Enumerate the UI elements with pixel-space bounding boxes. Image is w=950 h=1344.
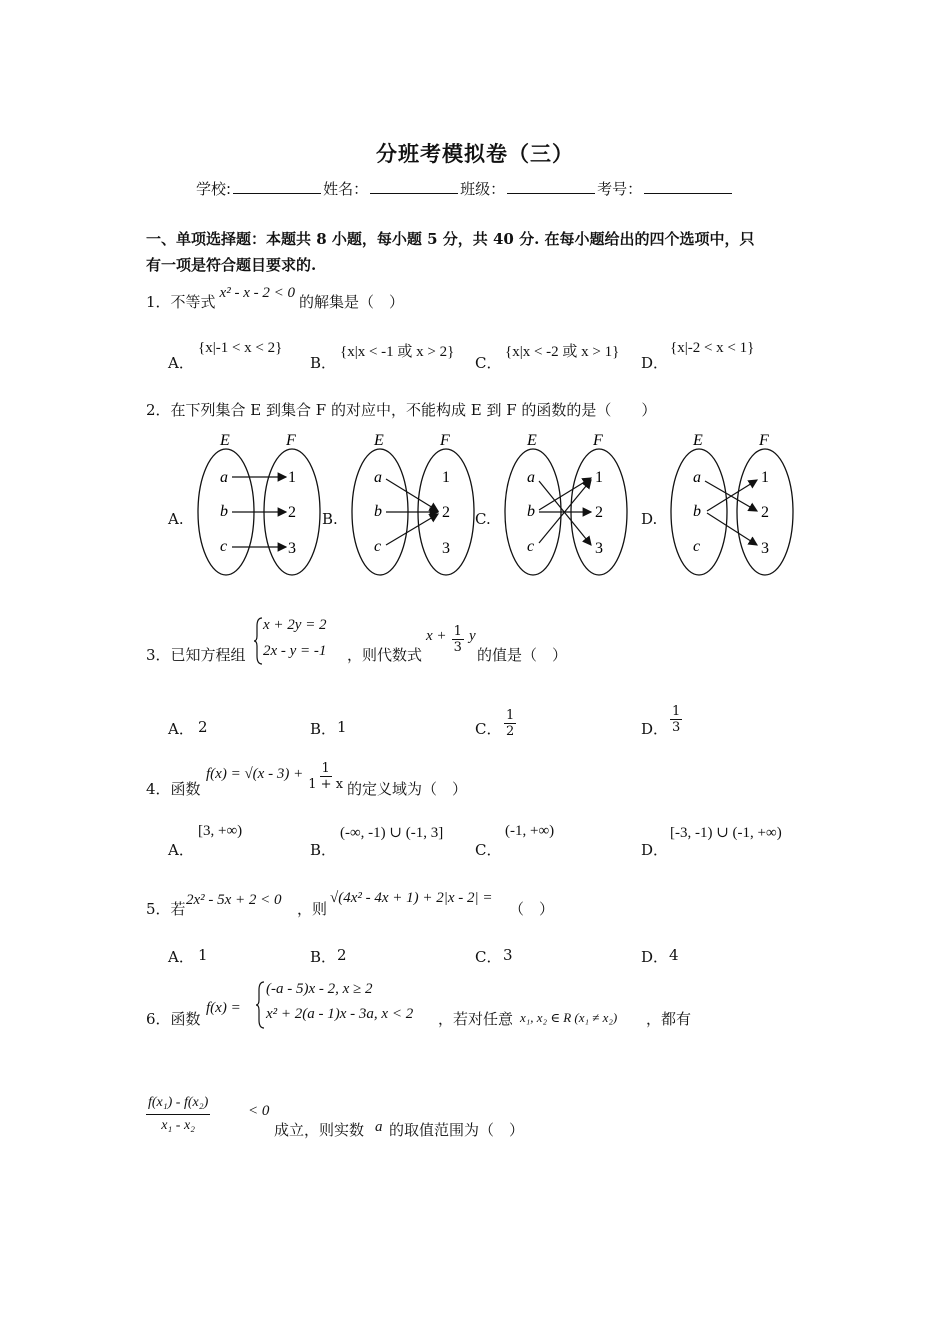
q2-diagram-d	[663, 425, 803, 580]
q4-option-d-label[interactable]: D．	[641, 841, 669, 859]
q3-number: 3．已知方程组	[146, 646, 246, 664]
q5-option-a-text: 1	[198, 946, 208, 964]
q3-option-a-text: 2	[198, 718, 208, 736]
section-heading-line1: 一、单项选择题：本题共 8 小题，每小题 5 分，共 40 分. 在每小题给出的四个选项中，只	[146, 230, 755, 248]
q3-option-c-label[interactable]: C．	[475, 720, 502, 738]
elem-1: 1	[761, 469, 769, 486]
q4-number: 4．函数	[146, 780, 201, 798]
q3-option-c-den: 2	[506, 724, 515, 739]
elem-c: c	[527, 538, 535, 555]
q4-option-b-text: (-∞, -1) ∪ (-1, 3]	[340, 825, 444, 841]
q5-number: 5．若	[146, 900, 186, 918]
q1-option-c-label[interactable]: C．	[475, 354, 502, 372]
q1-option-b-label[interactable]: B．	[310, 354, 337, 372]
set-f-label: F	[440, 432, 450, 449]
elem-2: 2	[761, 504, 769, 521]
elem-3: 3	[442, 540, 450, 557]
elem-1: 1	[442, 469, 450, 486]
q6-tail: ，都有	[646, 1010, 692, 1028]
q3-option-a-label[interactable]: A．	[168, 720, 194, 738]
q6-case-2: x² + 2(a - 1)x - 3a, x < 2	[266, 1006, 414, 1022]
q4-option-a-label[interactable]: A．	[168, 841, 194, 859]
q5-expression: √(4x² - 4x + 1) + 2|x - 2| =	[330, 890, 493, 906]
q3-expression	[426, 624, 476, 655]
q5-option-d-label[interactable]: D．	[641, 948, 669, 966]
school-blank[interactable]	[233, 179, 321, 194]
q5-option-b-label[interactable]: B．	[310, 948, 337, 966]
arrow-b-3	[707, 513, 757, 545]
elem-3: 3	[761, 540, 769, 557]
q6-variable: a	[375, 1119, 383, 1135]
q2-diagram-a	[190, 425, 330, 580]
q1-option-d-label[interactable]: D．	[641, 354, 669, 372]
q4-tail: 的定义域为（ ）	[347, 780, 468, 798]
class-label: 班级：	[460, 180, 506, 198]
q1-tail: 的解集是（ ）	[298, 293, 404, 311]
q3-equation-2: 2x - y = -1	[263, 643, 327, 659]
q3-mid-text: ，则代数式	[347, 646, 423, 664]
q5-condition: 2x² - 5x + 2 < 0	[186, 892, 282, 908]
q6-ineq-den: x₁ - x₂	[161, 1118, 196, 1133]
elem-1: 1	[595, 469, 603, 486]
page-title: 分班考模拟卷（三）	[376, 141, 574, 166]
q6-lhs: f(x) =	[206, 1000, 241, 1016]
q3-option-d-num: 1	[672, 704, 681, 719]
elem-2: 2	[442, 504, 450, 521]
set-e-label: E	[527, 432, 537, 449]
elem-c: c	[374, 538, 382, 555]
school-label: 学校:	[196, 180, 232, 198]
q5-option-a-label[interactable]: A．	[168, 948, 194, 966]
q2-option-a-label[interactable]: A.	[168, 510, 184, 528]
q6-tail2: 成立，则实数	[274, 1121, 365, 1139]
elem-a: a	[693, 469, 701, 486]
set-f-label: F	[593, 432, 603, 449]
arrow-a-3	[539, 481, 591, 545]
section-heading-line2: 有一项是符合题目要求的.	[146, 256, 317, 274]
elem-1: 1	[288, 469, 296, 486]
q1-expression: x² - x - 2 < 0	[219, 285, 295, 301]
exam-no-label: 考号：	[597, 180, 643, 198]
q4-option-c-label[interactable]: C．	[475, 841, 502, 859]
q5-option-b-text: 2	[337, 946, 347, 964]
exam-no-blank[interactable]	[644, 179, 732, 194]
q3-option-b-text: 1	[337, 718, 347, 736]
q4-option-b-label[interactable]: B．	[310, 841, 337, 859]
q3-option-d-label[interactable]: D．	[641, 720, 669, 738]
elem-c: c	[220, 538, 228, 555]
q2-option-d-label[interactable]: D.	[641, 510, 658, 528]
set-e-label: E	[220, 432, 230, 449]
q6-number: 6．函数	[146, 1010, 201, 1028]
q3-frac-den: 3	[453, 640, 462, 655]
q6-piecewise-brace	[256, 980, 266, 1030]
elem-3: 3	[288, 540, 296, 557]
q3-frac-num: 1	[453, 624, 462, 639]
q3-expr-b: y	[469, 628, 476, 644]
q3-tail: 的值是（ ）	[477, 646, 568, 664]
q5-option-c-text: 3	[503, 946, 513, 964]
set-e-label: E	[374, 432, 384, 449]
q1-number: 1．不等式	[146, 293, 216, 311]
q4-expression	[206, 761, 343, 792]
q3-option-c-fraction	[504, 708, 516, 739]
q3-option-d-den: 3	[672, 720, 681, 735]
q4-option-d-text: [-3, -1) ∪ (-1, +∞)	[670, 825, 782, 841]
set-e-label: E	[693, 432, 703, 449]
q5-mid-text: ，则	[297, 900, 328, 918]
set-f-label: F	[759, 432, 769, 449]
q3-expr-a: x +	[426, 628, 447, 644]
q1-stem	[146, 285, 404, 312]
q3-option-c-num: 1	[506, 708, 515, 723]
elem-a: a	[527, 469, 535, 486]
q4-fraction	[308, 761, 343, 792]
q2-option-c-label[interactable]: C.	[475, 510, 491, 528]
q4-expr-a: f(x) = √(x - 3) +	[206, 766, 304, 782]
name-blank[interactable]	[370, 179, 458, 194]
elem-2: 2	[288, 504, 296, 521]
elem-b: b	[527, 503, 535, 520]
elem-a: a	[220, 469, 228, 486]
q1-option-a-text: {x|-1 < x < 2}	[198, 340, 283, 356]
q4-option-a-text: [3, +∞)	[198, 823, 243, 839]
elem-3: 3	[595, 540, 603, 557]
q6-tail3: 的取值范围为（ ）	[389, 1121, 525, 1139]
q3-fraction	[452, 624, 464, 655]
elem-b: b	[220, 503, 228, 520]
student-info-line	[196, 178, 734, 199]
q2-stem: 2．在下列集合 E 到集合 F 的对应中，不能构成 E 到 F 的函数的是（ ）	[146, 401, 657, 419]
set-f-label: F	[286, 432, 296, 449]
q6-ineq-rhs: < 0	[248, 1103, 270, 1119]
q5-option-d-text: 4	[669, 946, 679, 964]
q3-option-b-label[interactable]: B．	[310, 720, 337, 738]
q6-mid-text: ，若对任意	[438, 1010, 514, 1028]
q2-diagram-c	[497, 425, 637, 580]
q4-frac-num: 1	[321, 761, 330, 776]
arrow-c-2	[386, 514, 438, 545]
q5-tail: （ ）	[509, 900, 555, 918]
q3-equation-1: x + 2y = 2	[263, 617, 327, 633]
elem-a: a	[374, 469, 382, 486]
q1-option-d-text: {x|-2 < x < 1}	[670, 340, 755, 356]
elem-b: b	[374, 503, 382, 520]
q6-inequality-fraction	[146, 1092, 210, 1137]
q1-option-a-label[interactable]: A．	[168, 354, 194, 372]
elem-c: c	[693, 538, 701, 555]
q2-diagram-b	[344, 425, 484, 580]
q5-option-c-label[interactable]: C．	[475, 948, 502, 966]
q4-option-c-text: (-1, +∞)	[505, 823, 555, 839]
q2-option-b-label[interactable]: B.	[322, 510, 338, 528]
q6-condition: x₁, x₂ ∈ R (x₁ ≠ x₂)	[520, 1010, 618, 1025]
q1-option-b-text: {x|x < -1 或 x > 2}	[340, 344, 455, 360]
q3-option-d-fraction	[670, 704, 682, 735]
q6-case-1: (-a - 5)x - 2, x ≥ 2	[266, 981, 373, 997]
q1-option-c-text: {x|x < -2 或 x > 1}	[505, 344, 620, 360]
arrow-b-1	[539, 478, 591, 510]
class-blank[interactable]	[507, 179, 595, 194]
elem-2: 2	[595, 504, 603, 521]
name-label: 姓名：	[323, 180, 369, 198]
elem-b: b	[693, 503, 701, 520]
arrow-a-2	[386, 479, 438, 511]
q4-frac-den: 1 + x	[308, 777, 344, 792]
q6-ineq-num: f(x₁) - f(x₂)	[146, 1092, 210, 1115]
